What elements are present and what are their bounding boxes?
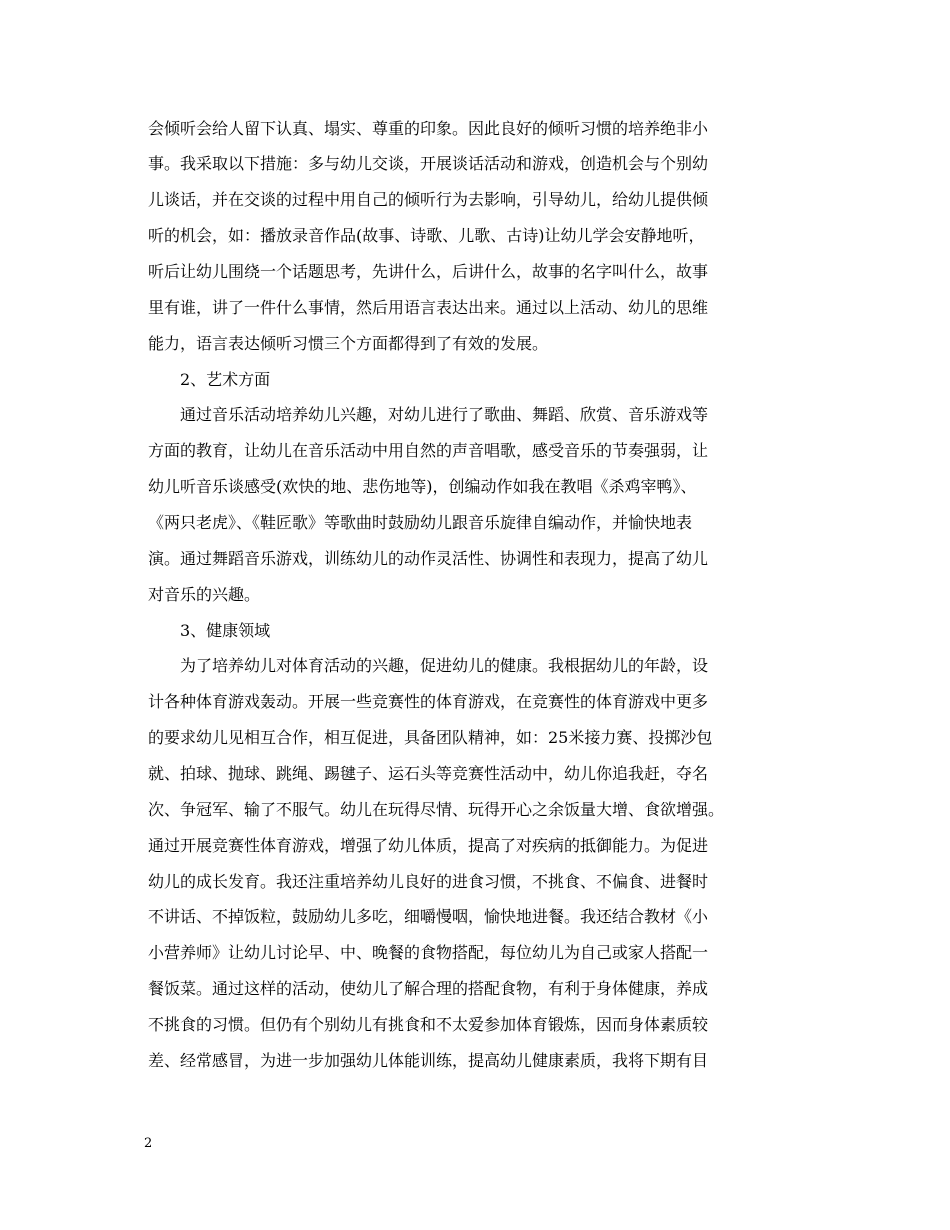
paragraph-line: 通过音乐活动培养幼儿兴趣，对幼儿进行了歌曲、舞蹈、欣赏、音乐游戏等	[180, 405, 709, 424]
paragraph-line: 的要求幼儿见相互合作，相互促进，具备团队精神，如：25米接力赛、投掷沙包	[148, 728, 713, 747]
paragraph-line: 听的机会，如：播放录音作品(故事、诗歌、儿歌、古诗)让幼儿学会安静地听，	[148, 226, 705, 245]
paragraph-line: 幼儿的成长发育。我还注重培养幼儿良好的进食习惯，不挑食、不偏食、进餐时	[148, 872, 709, 891]
section-heading: 3、健康领域	[180, 621, 271, 640]
section-heading: 2、艺术方面	[180, 370, 271, 389]
paragraph-line: 不挑食的习惯。但仍有个别幼儿有挑食和不太爱参加体育锻炼，因而身体素质较	[148, 1015, 709, 1034]
paragraph-line: 能力，语言表达倾听习惯三个方面都得到了有效的发展。	[148, 334, 549, 353]
paragraph-line: 不讲话、不掉饭粒，鼓励幼儿多吃，细嚼慢咽，愉快地进餐。我还结合教材《小	[148, 907, 709, 926]
paragraph-line: 次、争冠军、输了不服气。幼儿在玩得尽情、玩得开心之余饭量大增、食欲增强。	[148, 800, 725, 819]
paragraph-line: 儿谈话，并在交谈的过程中用自己的倾听行为去影响，引导幼儿，给幼儿提供倾	[148, 190, 709, 209]
paragraph-line: 计各种体育游戏轰动。开展一些竞赛性的体育游戏，在竞赛性的体育游戏中更多	[148, 692, 709, 711]
paragraph-line: 方面的教育，让幼儿在音乐活动中用自然的声音唱歌，感受音乐的节奏强弱，让	[148, 441, 709, 460]
paragraph-line: 餐饭菜。通过这样的活动，使幼儿了解合理的搭配食物，有利于身体健康，养成	[148, 979, 709, 998]
paragraph-line: 《两只老虎》、《鞋匠歌》等歌曲时鼓励幼儿跟音乐旋律自编动作，并愉快地表	[148, 513, 693, 532]
paragraph-line: 演。通过舞蹈音乐游戏，训练幼儿的动作灵活性、协调性和表现力，提高了幼儿	[148, 549, 709, 568]
paragraph-line: 会倾听会给人留下认真、塌实、尊重的印象。因此良好的倾听习惯的培养绝非小	[148, 119, 709, 138]
paragraph-line: 小营养师》让幼儿讨论早、中、晚餐的食物搭配，每位幼儿为自己或家人搭配一	[148, 943, 709, 962]
paragraph-line: 幼儿听音乐谈感受(欢快的地、悲伤地等)，创编动作如我在教唱《杀鸡宰鸭》、	[148, 477, 697, 496]
paragraph-line: 事。我采取以下措施：多与幼儿交谈，开展谈话活动和游戏，创造机会与个别幼	[148, 154, 709, 173]
paragraph-line: 里有谁，讲了一件什么事情，然后用语言表达出来。通过以上活动、幼儿的思维	[148, 298, 709, 317]
paragraph-line: 听后让幼儿围绕一个话题思考，先讲什么，后讲什么，故事的名字叫什么，故事	[148, 262, 709, 281]
page-number: 2	[144, 1136, 153, 1151]
paragraph-line: 差、经常感冒，为进一步加强幼儿体能训练，提高幼儿健康素质，我将下期有目	[148, 1051, 709, 1070]
paragraph-line: 对音乐的兴趣。	[148, 585, 261, 604]
paragraph-line: 为了培养幼儿对体育活动的兴趣，促进幼儿的健康。我根据幼儿的年龄，设	[180, 656, 709, 675]
paragraph-line: 通过开展竞赛性体育游戏，增强了幼儿体质，提高了对疾病的抵御能力。为促进	[148, 836, 709, 855]
paragraph-line: 就、拍球、抛球、跳绳、踢毽子、运石头等竞赛性活动中，幼儿你追我赶，夺名	[148, 764, 709, 783]
